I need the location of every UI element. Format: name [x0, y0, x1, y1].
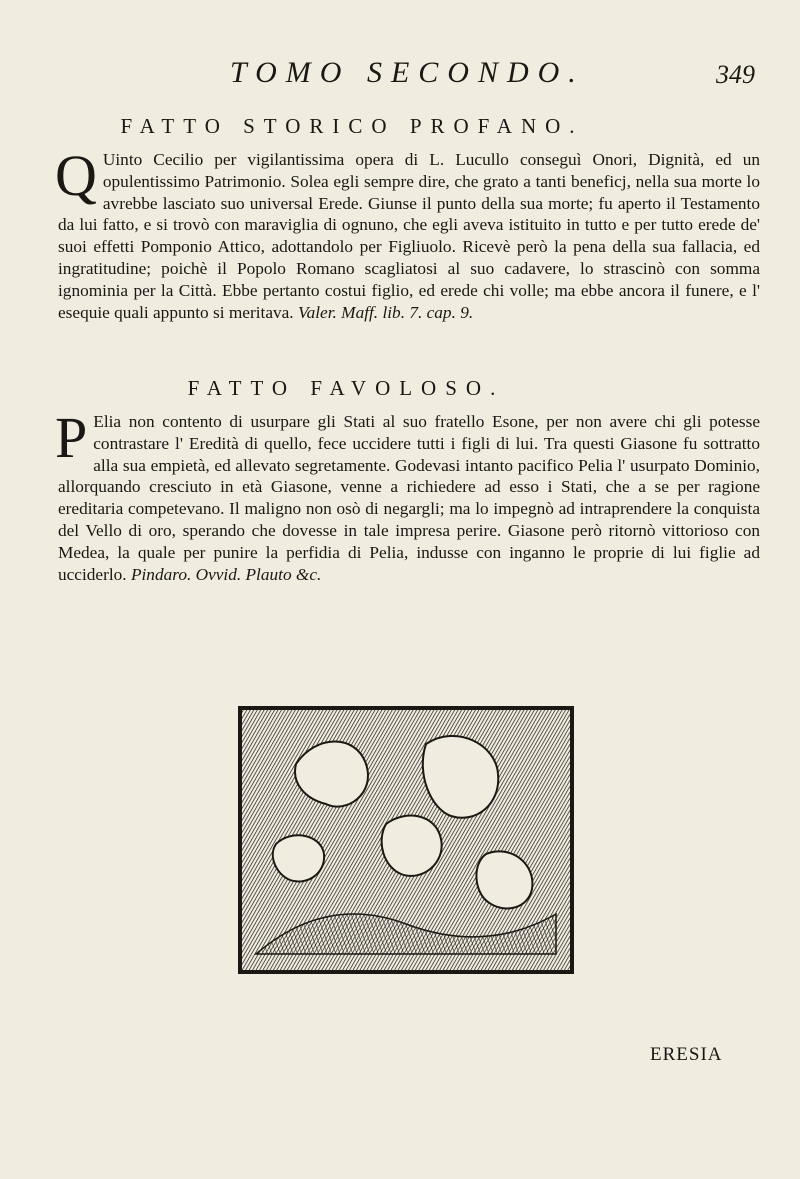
page-number: 349 [716, 60, 755, 89]
running-title: TOMO SECONDO. [230, 56, 585, 89]
citation: Pindaro. Ovvid. Plauto &c. [130, 564, 322, 584]
drop-cap: Q [55, 143, 97, 208]
catchword: ERESIA [650, 1044, 723, 1065]
running-head [0, 56, 800, 96]
section-heading-historical: FATTO STORICO PROFANO. [120, 114, 584, 138]
vignette-illustration [236, 704, 576, 976]
drop-cap: P [55, 405, 88, 470]
paragraph-text: Uinto Cecilio per vigilantissima opera di L. Lucullo conseguì Onori, Dignità, ed un opulentissimo Patrimonio. Solea egli sempre dire, che grato a tanti beneficj, nella sua morte lo avrebbe lasciato suo universal Erede. Giunse il punto della sua morte; fu aperto il Testamento da lui fatto, e si trovò con maraviglia di ognuno, che egli aveva istituito in tutto e per tutto erede de' suoi effetti Pomponio Attico, adottandolo per Figliuolo. Ricevè però la pena della sua fallacia, ed ingratitudine; poichè il Popolo Romano scagliatosi al suo cadavere, lo strascinò con somma ignominia per la Città. Ebbe pertanto costui figlio, ed erede chi volle; ma ebbe ancora il funere, e l' esequie quali appunto si meritava. [58, 150, 760, 322]
woodcut-vignette [236, 704, 576, 976]
section-heading-fable: FATTO FAVOLOSO. [187, 376, 505, 400]
paragraph-text: Elia non contento di usurpare gli Stati al suo fratello Esone, per non avere chi gli potesse contrastare l' Eredità di quello, fece uccidere tutti i figli di lui. Tra questi Giasone fu sottratto alla sua empietà, ed allevato segretamente. Godevasi intanto pacifico Pelia l' usurpato Dominio, allorquando cresciuto in età Giasone, venne a richiedere ad esso i Stati, che a se per ragione ereditaria competevano. Il maligno non osò di negargli; ma lo impegnò ad intraprendere la conquista del Vello di oro, sperando che dovesse in tale impresa perire. Giasone però ritornò vittorioso con Medea, la quale per punire la perfidia di Pelia, indusse con inganno le proprie di lui figlie ad ucciderlo. [58, 412, 760, 584]
citation: Valer. Maff. lib. 7. cap. 9. [297, 302, 474, 322]
paragraph-fable [55, 405, 760, 585]
paragraph-historical [55, 143, 760, 323]
